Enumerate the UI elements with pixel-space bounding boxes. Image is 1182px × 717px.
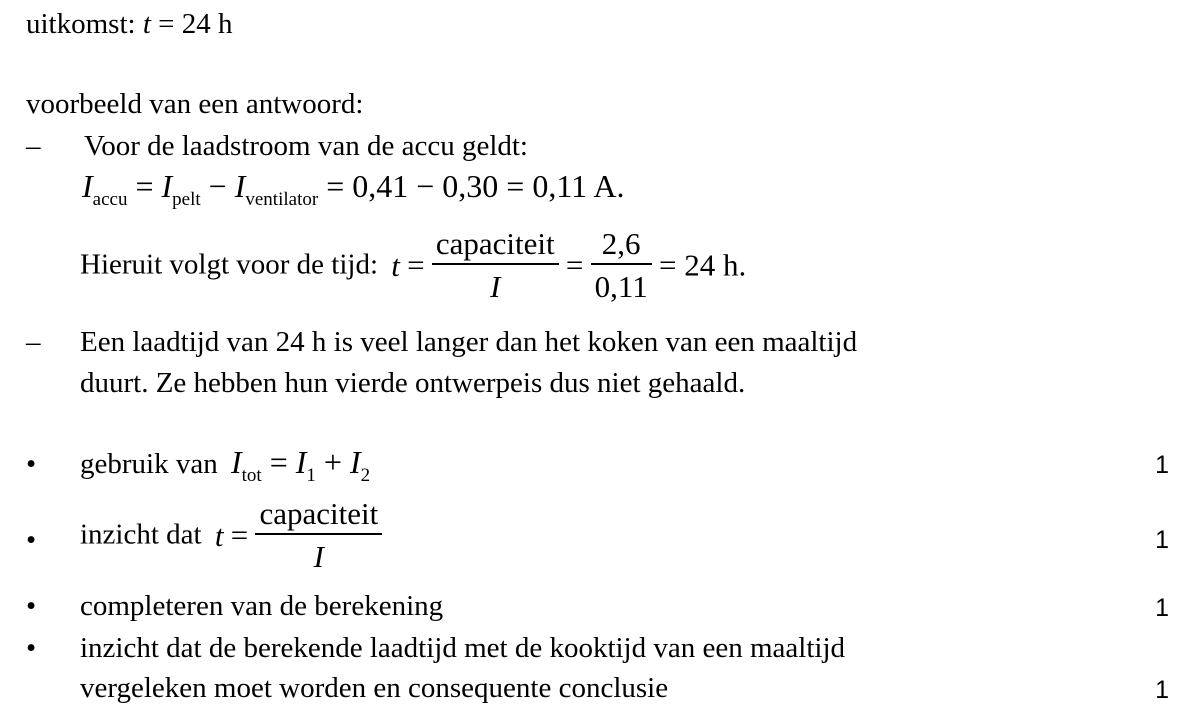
bullet-1: • [26, 448, 37, 480]
symbol-t-2: t [214, 517, 224, 553]
subscript-pelt: pelt [172, 189, 201, 210]
subscript-2: 2 [360, 465, 371, 486]
outcome-line [26, 10, 233, 39]
symbol-I-accu: I [82, 168, 93, 204]
current-equation [82, 168, 625, 210]
plus-sign: + [323, 444, 342, 480]
fraction-capacity-over-I [432, 228, 559, 302]
subscript-ventilator: ventilator [245, 189, 319, 210]
example-heading: voorbeeld van een antwoord: [26, 88, 364, 120]
criterion-4-points: 1 [1155, 676, 1169, 704]
outcome-label: uitkomst: [26, 8, 136, 40]
dash-marker-1: – [26, 130, 41, 162]
symbol-I-pelt: I [161, 168, 173, 204]
criterion-2-fraction [255, 498, 382, 572]
criterion-1-text: gebruik van [80, 448, 218, 480]
fraction-value-denominator: 0,11 [594, 269, 648, 304]
symbol-I2: I [349, 444, 361, 480]
outcome-variable: t [142, 8, 151, 40]
symbol-I1: I [295, 444, 307, 480]
criterion-3-points: 1 [1155, 594, 1169, 622]
step2-line2: duurt. Ze hebben hun vierde ontwerpeis dus niet gehaald. [80, 367, 746, 399]
fraction-denominator: I [490, 269, 501, 304]
outcome-value: = 24 h [158, 8, 233, 40]
criterion-2-denominator: I [313, 539, 324, 574]
criterion-1 [80, 444, 371, 486]
bullet-4: • [26, 632, 37, 664]
criterion-3-text: completeren van de berekening [80, 590, 444, 622]
bullet-3: • [26, 590, 37, 622]
criterion-4-line1: inzicht dat de berekende laadtijd met de kooktijd van een maaltijd [80, 632, 846, 664]
symbol-I-ventilator: I [234, 168, 246, 204]
time-equation [80, 228, 746, 302]
subscript-accu: accu [92, 189, 128, 210]
fraction-value-numerator: 2,6 [591, 228, 652, 265]
criterion-2-numerator: capaciteit [255, 498, 382, 535]
criterion-2-text: inzicht dat [80, 518, 202, 551]
minus-sign: − [208, 168, 227, 204]
equals-sign-2: = [407, 247, 425, 283]
dash-marker-2: – [26, 326, 41, 358]
equals-sign-4: = [269, 444, 288, 480]
current-calculation: = 0,41 − 0,30 = 0,11 A. [326, 168, 625, 204]
criterion-2 [80, 498, 382, 572]
equals-sign: = [135, 168, 154, 204]
subscript-tot: tot [241, 465, 262, 486]
criterion-4-line2: vergeleken moet worden en consequente conclusie [80, 672, 669, 704]
fraction-values [591, 228, 652, 302]
symbol-t: t [391, 247, 400, 283]
equals-sign-3: = [565, 247, 584, 283]
step1-text: Voor de laadstroom van de accu geldt: [84, 130, 528, 162]
time-result: = 24 h. [658, 247, 747, 283]
step2-line1: Een laadtijd van 24 h is veel langer dan het koken van een maaltijd [80, 326, 858, 358]
fraction-numerator: capaciteit [432, 228, 559, 265]
symbol-I-tot: I [230, 444, 242, 480]
equals-sign-5: = [230, 517, 249, 553]
criterion-2-points: 1 [1155, 526, 1169, 554]
time-text: Hieruit volgt voor de tijd: [80, 248, 379, 281]
bullet-2: • [26, 524, 37, 556]
criterion-1-points: 1 [1155, 451, 1169, 479]
subscript-1: 1 [306, 465, 316, 486]
